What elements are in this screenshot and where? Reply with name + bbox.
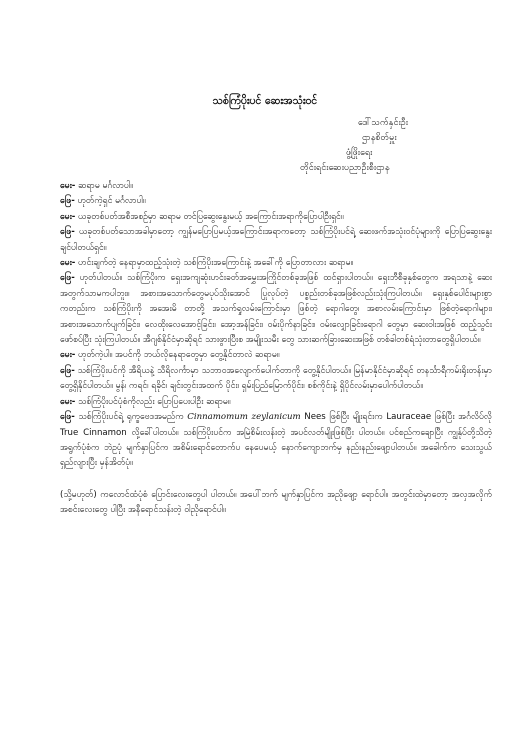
speaker-label: မေး- <box>60 181 76 191</box>
speaker-label: မေး- <box>60 258 76 269</box>
author-block <box>300 116 500 176</box>
paragraph-gap <box>60 472 492 488</box>
dialogue-text: သစ်ကြံပိုးပင်ရဲ့ ရုက္ခဗေဒအမည်က <box>74 412 188 423</box>
speaker-label: ဖြေ- <box>60 273 75 284</box>
author-position: ဌာနစိတ်မှူး <box>362 133 397 143</box>
speaker-label: ဖြေ- <box>60 412 75 423</box>
speaker-label: ဖြေ- <box>60 196 75 207</box>
interview-body <box>60 179 492 519</box>
scientific-name: Cinnamomum zeylanicum <box>187 412 301 423</box>
speaker-label: ဖြေ- <box>60 227 75 238</box>
speaker-label: မေး- <box>60 350 76 361</box>
dialogue-turn <box>60 256 492 271</box>
dialogue-turn <box>60 348 492 363</box>
dialogue-text: ဟင်းချက်တဲ့ နေရာမှာထည့်သုံးတဲ့ သစ်ကြံပိုးအကြောင်းနဲ့ အခေါ်ကို ပြောတာလား ဆရာမ။ <box>75 258 354 269</box>
dialogue-turn <box>60 210 492 225</box>
speaker-label: မေး- <box>60 396 76 407</box>
dialogue-turn <box>60 179 492 194</box>
author-division: ဖွံ့ဖြိုးရေး <box>346 148 373 158</box>
closing-paragraph: (သို့မဟုတ်) ကလောင်ထံပုံစံ ပြောင်းလေးတွေပါ ပါတယ်။ အပေါ်ဘက် မျက်နှာပြင်က အညိုဖျော့ ရောင်ပါ။ အတွင်းထဲမှာတော့ အလှအလိုက် အစင်းလေးတွေ ပါပြီး အနီရောင်သန်းတဲ့ ဝါညိုရောင်ပါ။ <box>60 489 492 516</box>
dialogue-text: ဟုတ်ကဲ့ပါ။ အပင်ကို ဘယ်လိုနေရာတွေမှာ တွေ့နိုင်တာလဲ ဆရာမ။ <box>75 350 280 361</box>
document-title: သစ်ကြံပိုးပင် ဆေးအသုံးဝင် <box>212 95 318 107</box>
dialogue-text: ဟုတ်ကဲ့ရှင် မင်္ဂလာပါ။ <box>74 196 146 207</box>
dialogue-turn <box>60 194 492 209</box>
speaker-label: ဖြေ- <box>60 365 75 376</box>
dialogue-text: သစ်ကြံပိုးပင်ကို အီရိယနဲ့ သီရိလင်္ကာမှာ သဘာဝအလျောက်ပေါက်တာကို တွေ့နိုင်ပါတယ်။ မြန်မာနိုင်ငံမှာဆိုရင် တနင်္သာရီကမ်းရိုးတန်းမှာ တွေ့ရှိနိုင်ပါတယ်။ မွန်၊ ကရင်၊ ရခိုင်၊ ချင်းတွင်းအထက် ပိုင်း၊ ရှမ်းပြည်မြောက်ပိုင်း၊ စစ်ကိုင်းနဲ့ ရှိပိုင်လမ်းမှာပေါက်ပါတယ်။ <box>60 365 492 392</box>
author-department: တိုင်းရင်းဆေးပညာဦးစီးဌာန <box>300 163 390 173</box>
dialogue-list <box>60 179 492 472</box>
dialogue-turn <box>60 271 492 348</box>
speaker-label: မေး- <box>60 211 76 222</box>
dialogue-turn <box>60 395 492 410</box>
dialogue-text: ယခုတစ်ပတ်အစီအစဉ်မှာ ဆရာမ တင်ပြဆွေးနွေးမယ့် အကြောင်းအရာကိုပြောပါဦးရှင်။ <box>75 211 344 222</box>
dialogue-text: ဟုတ်ပါတယ်။ သစ်ကြံပိုးက ရှေးအကျဆုံးဟင်းခတ်အမွှေးအကြိုင်တစ်ခုအဖြစ် ထင်ရှားပါတယ်။ ရှေးဘီစီခုနှစ်တွေက အရသာနဲ့ ဆေးအတွက်သာမကပါဘူး။ အစားအသောက်တွေမပုပ်သိုးအောင် ပြုလုပ်တဲ့ ပစ္စည်းတစ်ခုအဖြစ်လည်းသုံးကြပါတယ်။ ရှေးနှစ်ပေါင်းများစွာကတည်းက သစ်ကြံပိုးကို အအေးမိ တာတို့ အသက်ရှုလမ်းကြောင်းမှာ ဖြစ်တဲ့ ရောဂါတွေ၊ အစာလမ်းကြောင်းမှာ ဖြစ်တဲ့ရောဂါများ၊ အစားအသောက်ပျက်ခြင်း၊ လေထိုးလေအောင့်ခြင်း၊ အော့အန်ခြင်း၊ ဝမ်းပိုက်နာခြင်း၊ ဝမ်းလျှောခြင်းရောဂါ တွေမှာ ဆေးဝါးအဖြစ် ထည့်သွင်းဖော်စပ်ပြီး သုံးကြပါတယ်။ အီဂျစ်နိုင်ငံမှာဆိုရင် သားဖွားပြီးစ အမျိုးသမီး တွေ သားဆက်ခြားဆေးအဖြစ် တစ်ခါတစ်ရံသုံးတာတွေရှိပါတယ်။ <box>60 273 492 346</box>
author-name: ဒေါ်သက်နှင်းဦး <box>358 118 409 128</box>
dialogue-text: ဆရာမ မင်္ဂလာပါ။ <box>75 181 133 191</box>
dialogue-turn <box>60 410 492 472</box>
dialogue-text: ယခုတစ်ပတ်သောအခါမှာတော့ ကျွန်မပြောပြမယ့်အကြောင်းအရာကတော့ သစ်ကြံပိုးပင်ရဲ့ ဆေးဖက်အသုံးဝင်ပုံများကို ပြောပြဆွေးနွေးချင်ပါတယ်ရှင်။ <box>60 227 492 253</box>
dialogue-turn <box>60 225 492 256</box>
dialogue-text: Nees ဖြစ်ပြီး မျိုးရင်းက Lauraceae ဖြစ်ပြီး အင်္ဂလိပ်လို True Cinnamon လို့ခေါ်ပါတယ်။ သစ်ကြံပိုးပင်က အမြဲစိမ်းလန်းတဲ့ အပင်လတ်မျိုးဖြစ်ပြီး ပါတယ်။ ပင်စည်ကချောပြီး ကျွန်ုပ်တို့သိတဲ့ အရွက်ပုံစံက ဘဲဥပုံ မျက်နှာပြင်က အစိမ်းရောင်တောက်ပ နေပေမယ့် နောက်ကျောဘက်မှ နည်းနည်းဖျော့ပါတယ်။ အခေါက်က သေးသွယ်ရှည်လျားပြီး မှန်အိတ်ပုံ။ <box>60 412 492 469</box>
dialogue-text: သစ်ကြံပိုးပင်ပုံစံကိုလည်း ပြောပြပေးပါဦး ဆရာမ။ <box>75 396 231 407</box>
dialogue-turn <box>60 364 492 395</box>
